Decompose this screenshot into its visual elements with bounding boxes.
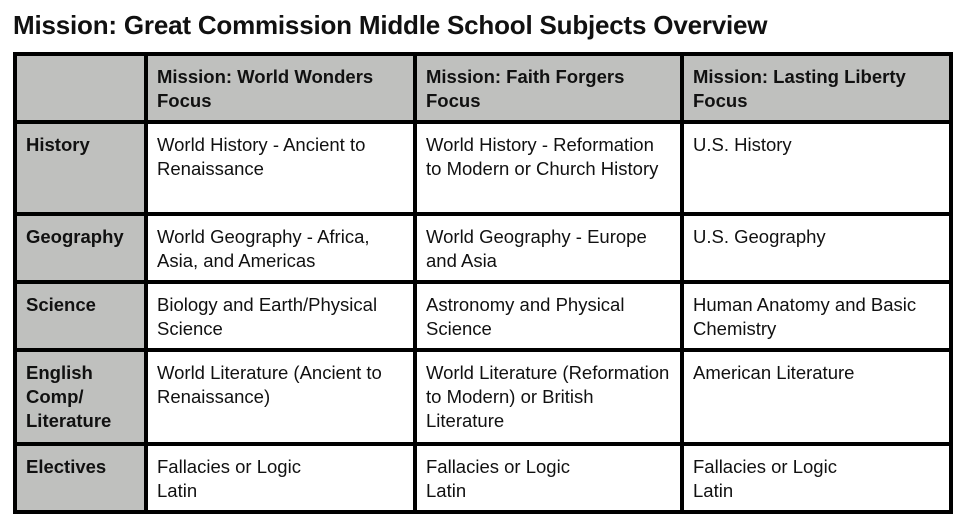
column-header-faith-forgers: Mission: Faith Forgers Focus [415,54,682,122]
table-header-row [15,54,951,122]
cell-english-faith-forgers: World Literature (Reformation to Modern) or British Literature [415,350,682,444]
elective-option: Fallacies or Logic [157,456,301,477]
subjects-overview-table [13,52,953,514]
cell-geography-faith-forgers: World Geography - Europe and Asia [415,214,682,282]
table-row-history [15,122,951,214]
cell-electives-lasting-liberty [682,444,951,512]
cell-history-lasting-liberty: U.S. History [682,122,951,214]
elective-option: Fallacies or Logic [426,456,570,477]
row-header-english-literature: English Comp/ Literature [15,350,146,444]
cell-science-lasting-liberty: Human Anatomy and Basic Chemistry [682,282,951,350]
cell-geography-lasting-liberty: U.S. Geography [682,214,951,282]
row-header-geography: Geography [15,214,146,282]
cell-history-faith-forgers: World History - Reformation to Modern or Church History [415,122,682,214]
cell-english-world-wonders: World Literature (Ancient to Renaissance) [146,350,415,444]
cell-history-world-wonders: World History - Ancient to Renaissance [146,122,415,214]
page-title: Mission: Great Commission Middle School Subjects Overview [13,10,768,40]
table-row-geography [15,214,951,282]
table-row-electives [15,444,951,512]
cell-electives-world-wonders [146,444,415,512]
elective-option: Latin [157,480,198,501]
row-header-electives: Electives [15,444,146,512]
cell-english-lasting-liberty: American Literature [682,350,951,444]
table-row-science [15,282,951,350]
table-row-english-literature [15,350,951,444]
cell-electives-faith-forgers [415,444,682,512]
row-header-science: Science [15,282,146,350]
elective-option: Latin [693,480,734,501]
column-header-world-wonders: Mission: World Wonders Focus [146,54,415,122]
cell-science-faith-forgers: Astronomy and Physical Science [415,282,682,350]
cell-geography-world-wonders: World Geography - Africa, Asia, and Americas [146,214,415,282]
corner-cell [15,54,146,122]
cell-science-world-wonders: Biology and Earth/Physical Science [146,282,415,350]
row-header-history: History [15,122,146,214]
column-header-lasting-liberty: Mission: Lasting Liberty Focus [682,54,951,122]
elective-option: Fallacies or Logic [693,456,837,477]
elective-option: Latin [426,480,467,501]
